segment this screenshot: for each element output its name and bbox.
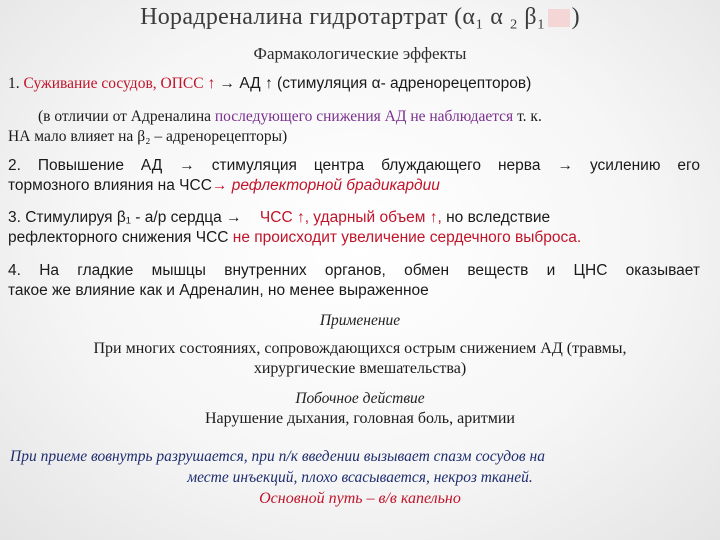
- section-heading-side-effects: Побочное действие: [295, 390, 425, 407]
- effect-item-3-line-1: [8, 208, 700, 228]
- side-effects-text: Нарушение дыхания, головная боль, аритмии: [205, 410, 515, 427]
- section-heading-effects: Фармакологические эффекты: [253, 44, 467, 63]
- item-2-red-text: → рефлекторной брадикардии: [211, 177, 440, 194]
- note-1-end: т. к.: [513, 108, 542, 125]
- title-close-paren: ): [571, 4, 580, 30]
- title-text: Норадреналина гидротартрат (: [140, 4, 463, 30]
- item-3-line-2-text: рефлекторного снижения ЧСС: [8, 229, 233, 246]
- item-3-red-text: ЧСС ↑, ударный объем ↑,: [259, 209, 442, 226]
- administration-note-line-1: При приеме вовнутрь разрушается, при п/к введении вызывает спазм сосудов на: [10, 448, 545, 465]
- effect-item-3-line-2: [8, 228, 581, 248]
- item-2-text: тормозного влияния на ЧСС: [8, 177, 212, 194]
- title-receptors: α₁ α ₂ β₁: [462, 4, 546, 30]
- item-3-line-2-red: не происходит увеличение сердечного выброса.: [232, 229, 582, 246]
- effect-item-1-note-line-2: НА мало влияет на β₂ – адренорецепторы): [8, 128, 288, 145]
- item-1-text: → АД ↑ (стимуляция α- адренорецепторов): [215, 75, 532, 92]
- effect-item-2-line-2: [8, 176, 440, 196]
- effect-item-4-line-2: такое же влияние как и Адреналин, но менее выраженное: [8, 282, 429, 299]
- note-1-purple: последующего снижения АД не наблюдается: [214, 108, 514, 125]
- note-1-start: (в отличии от Адреналина: [38, 108, 215, 125]
- item-1-number: 1.: [8, 75, 20, 92]
- item-1-red-text: Суживание сосудов, ОПСС ↑: [23, 75, 216, 92]
- effect-item-2-line-1: 2. Повышение АД → стимуляция центра блуждающего нерва → усилению его: [8, 157, 700, 174]
- title-highlight: [548, 9, 570, 27]
- administration-note-line-2: месте инъекций, плохо всасывается, некроз тканей.: [187, 469, 533, 486]
- item-3-end: но вследствие: [441, 209, 551, 226]
- usage-line-1: При многих состояниях, сопровождающихся острым снижением АД (травмы,: [93, 340, 627, 357]
- slide-title: [0, 4, 720, 31]
- effect-item-4-line-1: 4. На гладкие мышцы внутренних органов, обмен веществ и ЦНС оказывает: [8, 262, 700, 279]
- main-route: Основной путь – в/в капельно: [259, 490, 461, 507]
- item-3-text: 3. Стимулируя β₁ - а/р сердца →: [8, 209, 246, 226]
- effect-item-1: [8, 74, 531, 94]
- effect-item-1-note-line-1: [38, 107, 702, 127]
- usage-line-2: хирургические вмешательства): [253, 360, 467, 377]
- section-heading-usage: Применение: [319, 312, 401, 329]
